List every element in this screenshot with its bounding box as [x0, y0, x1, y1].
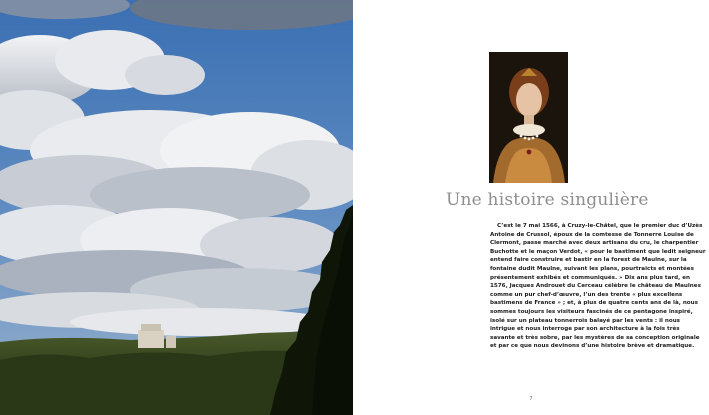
text-page — [353, 0, 709, 415]
portrait-image — [489, 52, 568, 183]
page-title: Une histoire singulière — [446, 190, 649, 210]
portrait-painting — [489, 52, 568, 183]
landscape-photo-graphic — [0, 0, 353, 415]
body-text: C’est le 7 mai 1566, à Cruzy-le-Châtel, que le premier duc d’Uzès Antoine de Crussol, époux de la comtesse de Tonnerre Louise de Clermont, passe marché avec deux artisans du cru, le charpentier Buchotte et le maçon Verdot, « pour le bastiment que ledit seigneur entend faire construire et bastir en la forest de Maulne, sur la fontaine dudit Maulne, suivant les plans, pourtraicts et montées présentement exhibés et communiqués. » Dix ans plus tard, en 1576, Jacques Androuet du Cerceau célèbre le château de Maulnes comme un pur chef-d’œuvre, l’un des trente « plus excellens bastimens de France » ; et, à plus de quatre cents ans de là, nous sommes toujours les visiteurs fascinés de ce pentagone inspiré, isolé sur un plateau tonnerrois balayé par les vents : il nous intrigue et nous interroge par son architecture à la fois très savante et très sobre, par les mystères de sa conception originale et par ce que nous devinons d’une histoire brève et dramatique. — [490, 223, 706, 350]
landscape-photo — [0, 0, 353, 415]
page-number: 7 — [529, 396, 533, 402]
